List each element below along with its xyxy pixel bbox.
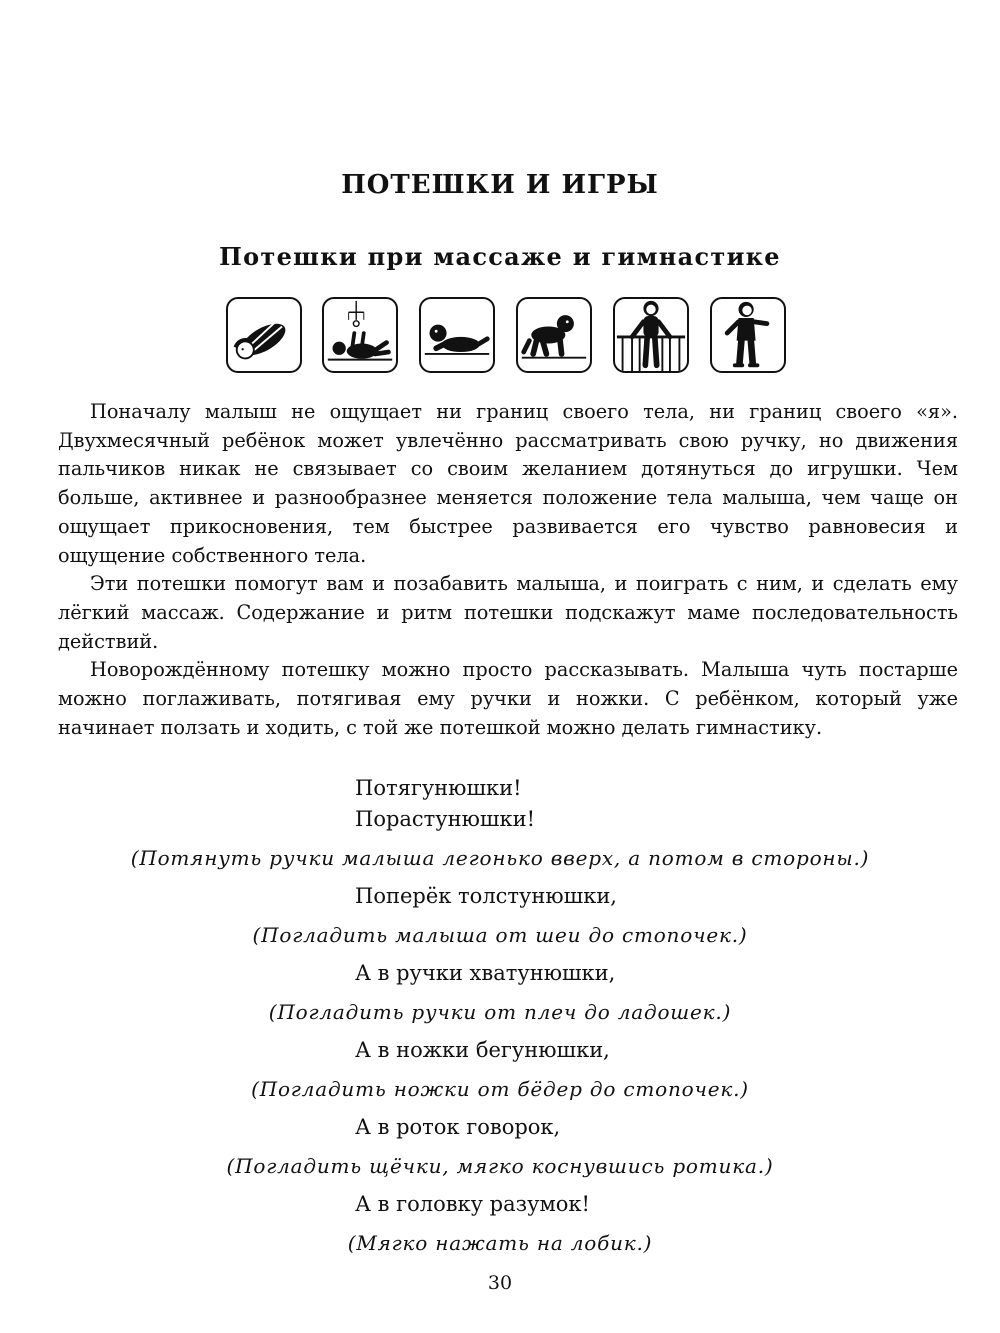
poem-verse: Поперёк толстунюшки, (355, 884, 617, 908)
poem-verse: А в ручки хватунюшки, (355, 961, 616, 985)
poem-verse: Потягунюшки! (355, 776, 522, 800)
paragraph: Эти потешки помогут вам и позабавить малыша, и поиграть с ним, и сделать ему лёгкий массаж. Содержание и ритм потешки подскажут маме последовательность действий. (58, 572, 958, 653)
poem-direction: (Погладить ножки от бёдер до стопочек.) (251, 1077, 749, 1101)
paragraph: Новорождённому потешку можно просто рассказывать. Малыша чуть постарше можно поглаживать, потягивая ему ручки и ножки. С ребёнком, который уже начинает ползать и ходить, с той же потешкой можно делать гимнастику. (58, 658, 958, 739)
development-stage-icons (0, 297, 1000, 377)
intro-text (58, 398, 958, 742)
baby-standing-at-crib-icon (613, 297, 689, 373)
poem-verse: А в ножки бегунюшки, (355, 1038, 610, 1062)
page-title: ПОТЕШКИ И ИГРЫ (341, 170, 659, 200)
poem-direction: (Погладить малыша от шеи до стопочек.) (252, 923, 748, 947)
section-title: Потешки при массаже и гимнастике (219, 242, 781, 271)
walking-toddler-icon (710, 297, 786, 373)
poem (0, 773, 1000, 1266)
page-number: 30 (487, 1272, 513, 1294)
poem-direction: (Мягко нажать на лобик.) (347, 1231, 653, 1255)
poem-direction: (Погладить щёчки, мягко коснувшись ротика.) (226, 1154, 774, 1178)
poem-verse: А в головку разумок! (355, 1192, 590, 1216)
poem-verse: А в роток говорок, (355, 1115, 561, 1139)
baby-lying-with-mobile-icon (322, 297, 398, 373)
swaddled-baby-icon (226, 297, 302, 373)
crawling-baby-icon (516, 297, 592, 373)
poem-verse: Порастунюшки! (355, 807, 536, 831)
paragraph: Поначалу малыш не ощущает ни границ своего тела, ни границ своего «я». Двухмесячный ребёнок может увлечённо рассматривать свою ручку, но движения пальчиков никак не связывает со своим желанием дотянуться до игрушки. Чем больше, активнее и разнообразнее меняется положение тела малыша, чем чаще он ощущает прикосновения, тем быстрее развивается его чувство равновесия и ощущение собственного тела. (58, 400, 958, 567)
poem-direction: (Погладить ручки от плеч до ладошек.) (268, 1000, 732, 1024)
baby-lying-on-tummy-icon (419, 297, 495, 373)
poem-direction: (Потянуть ручки малыша легонько вверх, а потом в стороны.) (130, 846, 870, 870)
